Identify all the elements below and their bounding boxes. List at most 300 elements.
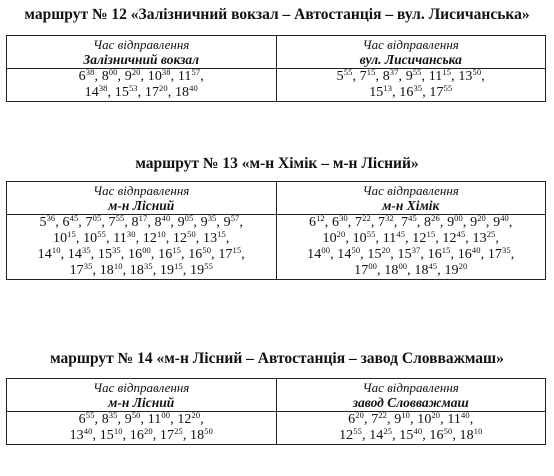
departure-time bbox=[62, 215, 78, 230]
departure-time bbox=[53, 231, 76, 246]
departure-minutes: 00 bbox=[454, 213, 463, 223]
header-row bbox=[7, 379, 546, 412]
departure-hour: 9 bbox=[470, 215, 478, 230]
departure-hour: 18 bbox=[414, 263, 429, 278]
departure-hour: 7 bbox=[378, 215, 386, 230]
departure-minutes: 26 bbox=[431, 213, 440, 223]
departure-hour: 17 bbox=[487, 247, 503, 262]
departure-minutes: 32 bbox=[385, 213, 394, 223]
departure-time bbox=[429, 85, 452, 100]
departure-minutes: 38 bbox=[161, 67, 171, 77]
departure-hour: 14 bbox=[307, 247, 322, 262]
departure-time bbox=[158, 247, 181, 262]
departure-hour: 16 bbox=[188, 247, 203, 262]
departure-header-cell bbox=[7, 182, 277, 215]
departure-time bbox=[190, 428, 213, 443]
departure-hour: 6 bbox=[62, 215, 70, 230]
departure-times-line: $5^{36}$, $6^{45}$, $7^{05}$, $7^{55}$, $8^{17}$, $8^{40}$, $9^{05}$, $9^{35}$, $9^{57}$, bbox=[39, 213, 244, 230]
departure-minutes: 50 bbox=[131, 410, 141, 420]
departure-time bbox=[394, 412, 410, 427]
departure-minutes: 15 bbox=[366, 67, 376, 77]
departure-hour: 7 bbox=[108, 215, 116, 230]
departure-time bbox=[424, 215, 440, 230]
departure-time bbox=[417, 412, 440, 427]
departure-minutes: 20 bbox=[431, 410, 441, 420]
departure-hour: 11 bbox=[177, 69, 192, 84]
departure-hour: 9 bbox=[405, 69, 413, 84]
departure-hour: 6 bbox=[331, 215, 340, 230]
departure-times-line: $6^{55}$, $8^{35}$, $9^{50}$, $11^{00}$, $12^{20}$, bbox=[78, 410, 204, 427]
departure-minutes: 00 bbox=[108, 67, 118, 77]
departure-time bbox=[178, 215, 194, 230]
departure-time bbox=[429, 428, 452, 443]
departure-minutes: 35 bbox=[502, 245, 511, 255]
departure-time bbox=[337, 69, 353, 84]
departure-times-line: $13^{40}$, $15^{10}$, $16^{20}$, $17^{25}$, $18^{50}$ bbox=[69, 426, 213, 443]
departure-hour: 8 bbox=[424, 215, 432, 230]
departure-time bbox=[339, 428, 362, 443]
departure-hour: 11 bbox=[382, 231, 397, 246]
times-row bbox=[7, 412, 546, 445]
departure-hour: 18 bbox=[99, 263, 114, 278]
departure-minutes: 15 bbox=[174, 261, 183, 271]
departure-hour: 15 bbox=[397, 247, 412, 262]
departure-header-cell bbox=[276, 379, 546, 412]
departure-hour: 7 bbox=[401, 215, 409, 230]
departure-hour: 19 bbox=[159, 263, 175, 278]
departure-time bbox=[173, 231, 196, 246]
departure-time bbox=[79, 412, 95, 427]
departure-minutes: 40 bbox=[189, 83, 198, 93]
departure-times-cell bbox=[276, 412, 546, 445]
departure-minutes: 57 bbox=[191, 67, 201, 77]
departure-time bbox=[130, 263, 153, 278]
departure-hour: 9 bbox=[124, 69, 132, 84]
departure-minutes: 00 bbox=[368, 261, 378, 271]
departure-time bbox=[369, 85, 392, 100]
departure-time bbox=[115, 85, 138, 100]
stop-name: вул. Лисичанська bbox=[359, 52, 462, 67]
departure-hour: 17 bbox=[429, 85, 444, 100]
departure-minutes: 55 bbox=[353, 426, 362, 436]
departure-hour: 6 bbox=[308, 215, 317, 230]
departure-time bbox=[203, 231, 226, 246]
departure-time bbox=[102, 412, 118, 427]
departure-time bbox=[412, 231, 435, 246]
departure-minutes: 10 bbox=[473, 426, 483, 436]
departure-minutes: 15 bbox=[172, 245, 181, 255]
departure-time bbox=[378, 215, 394, 230]
departure-minutes: 10 bbox=[51, 245, 61, 255]
departure-times-line: $14^{10}$, $14^{35}$, $15^{35}$, $16^{00}$, $16^{15}$, $16^{50}$, $17^{15}$, bbox=[37, 245, 245, 262]
departure-minutes: 50 bbox=[202, 245, 212, 255]
departure-hour: 19 bbox=[444, 263, 459, 278]
departure-minutes: 22 bbox=[362, 213, 371, 223]
departure-hour: 15 bbox=[114, 85, 129, 100]
departure-times-line: $6^{20}$, $7^{22}$, $9^{10}$, $10^{20}$, $11^{40}$, bbox=[348, 410, 474, 427]
departure-minutes: 15 bbox=[441, 245, 451, 255]
departure-hour: 10 bbox=[147, 69, 162, 84]
departure-times-line: $5^{55}$, $7^{15}$, $8^{37}$, $9^{55}$, $11^{15}$, $13^{50}$, bbox=[336, 67, 485, 84]
departure-time bbox=[348, 412, 364, 427]
departure-time bbox=[102, 69, 118, 84]
departure-hour: 14 bbox=[37, 247, 52, 262]
departure-hour: 17 bbox=[159, 428, 175, 443]
departure-time bbox=[322, 231, 345, 246]
departure-hour: 18 bbox=[384, 263, 399, 278]
departure-hour: 6 bbox=[78, 69, 86, 84]
departure-hour: 17 bbox=[144, 85, 160, 100]
departure-minutes: 20 bbox=[336, 229, 346, 239]
departure-hour: 8 bbox=[154, 215, 162, 230]
header-row bbox=[7, 36, 546, 69]
departure-hour: 15 bbox=[99, 428, 114, 443]
departure-times-cell bbox=[7, 69, 277, 102]
departure-minutes: 15 bbox=[426, 229, 436, 239]
departure-minutes: 25 bbox=[174, 426, 183, 436]
departure-time bbox=[218, 247, 241, 262]
departure-hour: 13 bbox=[472, 231, 487, 246]
departure-hour: 12 bbox=[442, 231, 457, 246]
departure-time bbox=[38, 247, 61, 262]
departure-time bbox=[148, 69, 171, 84]
departure-minutes: 00 bbox=[142, 245, 151, 255]
departure-time bbox=[470, 215, 486, 230]
departure-hour: 16 bbox=[427, 247, 442, 262]
departure-hour: 15 bbox=[399, 428, 414, 443]
departure-minutes: 35 bbox=[81, 245, 91, 255]
departure-time bbox=[175, 85, 198, 100]
departure-hour: 15 bbox=[97, 247, 113, 262]
departure-hour: 12 bbox=[339, 428, 354, 443]
departure-hour: 7 bbox=[359, 69, 367, 84]
departure-minutes: 35 bbox=[207, 213, 217, 223]
departure-time bbox=[85, 85, 108, 100]
departure-minutes: 37 bbox=[411, 245, 421, 255]
times-row bbox=[7, 215, 546, 280]
departure-minutes: 55 bbox=[343, 67, 353, 77]
departure-minutes: 15 bbox=[442, 67, 452, 77]
departure-minutes: 55 bbox=[97, 229, 106, 239]
departure-minutes: 57 bbox=[230, 213, 240, 223]
departure-minutes: 20 bbox=[458, 261, 468, 271]
departure-hour: 11 bbox=[428, 69, 443, 84]
departure-minutes: 45 bbox=[396, 229, 406, 239]
route-12-title: маршрут № 12 «Залізничний вокзал – Автостанція – вул. Лисичанська» bbox=[24, 6, 530, 23]
departure-minutes: 40 bbox=[500, 213, 509, 223]
departure-times-line: $17^{35}$, $18^{10}$, $18^{35}$, $19^{15}$, $19^{55}$ bbox=[69, 261, 213, 278]
departure-header-cell bbox=[7, 36, 277, 69]
departure-times-line: $10^{20}$, $10^{55}$, $11^{45}$, $12^{15}$, $12^{45}$, $13^{25}$, bbox=[322, 229, 500, 246]
departure-minutes: 35 bbox=[108, 410, 118, 420]
departure-time bbox=[98, 247, 121, 262]
departure-hour: 11 bbox=[113, 231, 127, 246]
departure-time bbox=[473, 231, 496, 246]
departure-minutes: 05 bbox=[92, 213, 102, 223]
departure-minutes: 20 bbox=[477, 213, 486, 223]
departure-time bbox=[353, 231, 376, 246]
departure-times-line: $6^{38}$, $8^{00}$, $9^{20}$, $10^{38}$, $11^{57}$, bbox=[78, 67, 204, 84]
route-13-schedule-table bbox=[6, 181, 546, 280]
departure-minutes: 50 bbox=[443, 426, 453, 436]
departure-minutes: 40 bbox=[161, 213, 171, 223]
departure-minutes: 25 bbox=[383, 426, 393, 436]
departure-minutes: 12 bbox=[316, 213, 325, 223]
departure-hour: 9 bbox=[223, 215, 231, 230]
departure-minutes: 53 bbox=[128, 83, 138, 93]
departure-hour: 5 bbox=[39, 215, 47, 230]
departure-hour: 10 bbox=[417, 412, 432, 427]
departure-time bbox=[70, 263, 93, 278]
departure-times-line: $14^{00}$, $14^{50}$, $15^{20}$, $15^{37}$, $16^{15}$, $16^{40}$, $17^{35}$, bbox=[307, 245, 515, 262]
departure-time bbox=[337, 247, 360, 262]
departure-hour: 9 bbox=[200, 215, 208, 230]
departure-time bbox=[397, 247, 420, 262]
departure-time bbox=[383, 69, 399, 84]
departure-time bbox=[383, 231, 405, 246]
departure-time bbox=[188, 247, 211, 262]
departure-hour: 6 bbox=[78, 412, 86, 427]
departure-hour: 17 bbox=[218, 247, 233, 262]
departure-time bbox=[190, 263, 213, 278]
departure-minutes: 10 bbox=[113, 426, 123, 436]
departure-minutes: 40 bbox=[471, 245, 481, 255]
departure-time bbox=[332, 215, 348, 230]
departure-time bbox=[128, 247, 151, 262]
departure-minutes: 45 bbox=[408, 213, 417, 223]
departure-time bbox=[406, 69, 422, 84]
departure-minutes: 10 bbox=[401, 410, 411, 420]
departure-minutes: 55 bbox=[443, 83, 453, 93]
departure-time bbox=[100, 428, 123, 443]
departure-header-cell bbox=[7, 379, 277, 412]
route-12-schedule-table bbox=[6, 35, 546, 102]
departure-hour: 5 bbox=[336, 69, 344, 84]
departure-minutes: 37 bbox=[389, 67, 399, 77]
departure-times-cell bbox=[7, 412, 277, 445]
departure-hour: 9 bbox=[493, 215, 501, 230]
departure-minutes: 15 bbox=[217, 229, 226, 239]
departure-times-line: $14^{38}$, $15^{53}$, $17^{20}$, $18^{40}$ bbox=[84, 83, 198, 100]
departure-minutes: 55 bbox=[366, 229, 376, 239]
departure-hour: 16 bbox=[158, 247, 173, 262]
departure-minutes: 35 bbox=[144, 261, 153, 271]
departure-minutes: 25 bbox=[486, 229, 496, 239]
departure-hour: 14 bbox=[84, 85, 99, 100]
departure-time bbox=[360, 69, 376, 84]
departure-time bbox=[371, 412, 387, 427]
departure-minutes: 05 bbox=[184, 213, 194, 223]
departure-minutes: 35 bbox=[83, 261, 93, 271]
departure-time-label: Час відправлення bbox=[362, 183, 459, 198]
departure-hour: 16 bbox=[127, 247, 143, 262]
departure-time bbox=[401, 215, 417, 230]
departure-hour: 7 bbox=[85, 215, 93, 230]
departure-hour: 6 bbox=[348, 412, 356, 427]
header-row bbox=[7, 182, 546, 215]
times-row bbox=[7, 69, 546, 102]
departure-time bbox=[307, 247, 330, 262]
departure-hour: 18 bbox=[459, 428, 474, 443]
departure-hour: 18 bbox=[190, 428, 205, 443]
departure-time bbox=[488, 247, 511, 262]
departure-time bbox=[145, 85, 168, 100]
departure-time bbox=[367, 247, 390, 262]
departure-minutes: 20 bbox=[131, 67, 141, 77]
departure-minutes: 36 bbox=[46, 213, 56, 223]
departure-minutes: 50 bbox=[472, 67, 482, 77]
departure-time bbox=[369, 428, 392, 443]
departure-header-cell bbox=[276, 182, 546, 215]
departure-minutes: 55 bbox=[412, 67, 422, 77]
departure-hour: 9 bbox=[177, 215, 185, 230]
departure-time bbox=[178, 69, 200, 84]
departure-times-line: $10^{15}$, $10^{55}$, $11^{30}$, $12^{10}$, $12^{50}$, $13^{15}$, bbox=[52, 229, 230, 246]
stop-name: м-н Лісний bbox=[108, 395, 175, 410]
departure-time bbox=[113, 231, 135, 246]
departure-times-cell bbox=[7, 215, 277, 280]
departure-hour: 10 bbox=[322, 231, 337, 246]
departure-hour: 12 bbox=[412, 231, 427, 246]
departure-times-line: $15^{13}$, $16^{35}$, $17^{55}$ bbox=[369, 83, 453, 100]
stop-name: Залізничний вокзал bbox=[83, 52, 200, 67]
departure-hour: 10 bbox=[352, 231, 367, 246]
departure-hour: 11 bbox=[447, 412, 462, 427]
departure-hour: 17 bbox=[69, 263, 84, 278]
departure-minutes: 20 bbox=[355, 410, 364, 420]
departure-time bbox=[143, 231, 166, 246]
departure-hour: 16 bbox=[457, 247, 472, 262]
departure-time bbox=[109, 215, 125, 230]
departure-hour: 9 bbox=[124, 412, 132, 427]
departure-minutes: 30 bbox=[126, 229, 136, 239]
departure-hour: 14 bbox=[369, 428, 384, 443]
departure-hour: 15 bbox=[369, 85, 384, 100]
departure-hour: 12 bbox=[172, 231, 188, 246]
departure-hour: 13 bbox=[203, 231, 218, 246]
departure-time-label: Час відправлення bbox=[93, 183, 190, 198]
departure-minutes: 13 bbox=[383, 83, 393, 93]
departure-time bbox=[70, 428, 93, 443]
departure-hour: 19 bbox=[190, 263, 205, 278]
departure-hour: 12 bbox=[142, 231, 157, 246]
departure-time-label: Час відправлення bbox=[93, 37, 190, 52]
departure-time-label: Час відправлення bbox=[93, 380, 190, 395]
departure-hour: 14 bbox=[67, 247, 82, 262]
departure-minutes: 00 bbox=[398, 261, 408, 271]
departure-hour: 8 bbox=[101, 69, 109, 84]
departure-time bbox=[160, 263, 183, 278]
departure-hour: 8 bbox=[131, 215, 139, 230]
route-14-schedule-table bbox=[6, 378, 546, 445]
departure-hour: 13 bbox=[69, 428, 84, 443]
departure-minutes: 20 bbox=[159, 83, 168, 93]
departure-hour: 15 bbox=[367, 247, 382, 262]
departure-header-cell bbox=[276, 36, 546, 69]
departure-minutes: 15 bbox=[67, 229, 76, 239]
departure-minutes: 22 bbox=[378, 410, 387, 420]
departure-minutes: 20 bbox=[144, 426, 153, 436]
departure-time bbox=[429, 69, 451, 84]
route-14-title: маршрут № 14 «м-н Лісний – Автостанція – завод Словважмаш» bbox=[50, 350, 504, 367]
departure-minutes: 55 bbox=[85, 410, 95, 420]
departure-hour: 9 bbox=[447, 215, 455, 230]
departure-hour: 18 bbox=[174, 85, 190, 100]
departure-time bbox=[177, 412, 200, 427]
departure-times-cell bbox=[276, 215, 546, 280]
departure-minutes: 35 bbox=[413, 83, 423, 93]
departure-time bbox=[493, 215, 509, 230]
departure-time bbox=[460, 428, 483, 443]
departure-minutes: 45 bbox=[69, 213, 79, 223]
departure-minutes: 55 bbox=[204, 261, 213, 271]
departure-time-label: Час відправлення bbox=[362, 37, 459, 52]
departure-minutes: 20 bbox=[381, 245, 391, 255]
departure-minutes: 45 bbox=[428, 261, 438, 271]
departure-hour: 14 bbox=[337, 247, 352, 262]
departure-minutes: 10 bbox=[156, 229, 166, 239]
departure-time bbox=[68, 247, 91, 262]
departure-hour: 16 bbox=[399, 85, 414, 100]
departure-minutes: 50 bbox=[351, 245, 361, 255]
departure-time bbox=[125, 412, 141, 427]
departure-hour: 7 bbox=[355, 215, 363, 230]
stop-name: завод Словважмаш bbox=[352, 395, 469, 410]
departure-minutes: 00 bbox=[321, 245, 331, 255]
departure-hour: 18 bbox=[129, 263, 144, 278]
departure-time bbox=[414, 263, 437, 278]
departure-minutes: 38 bbox=[85, 67, 95, 77]
departure-time bbox=[155, 215, 171, 230]
departure-minutes: 40 bbox=[83, 426, 93, 436]
departure-minutes: 40 bbox=[413, 426, 423, 436]
departure-time bbox=[444, 263, 467, 278]
departure-minutes: 00 bbox=[161, 410, 171, 420]
departure-hour: 13 bbox=[458, 69, 473, 84]
departure-time bbox=[354, 263, 377, 278]
departure-time bbox=[100, 263, 123, 278]
stop-name: м-н Хімік bbox=[382, 198, 440, 213]
departure-hour: 16 bbox=[429, 428, 444, 443]
departure-times-line: $17^{00}$, $18^{00}$, $18^{45}$, $19^{20}$ bbox=[354, 261, 468, 278]
route-13-title: маршрут № 13 «м-н Хімік – м-н Лісний» bbox=[135, 155, 419, 172]
departure-time bbox=[399, 85, 422, 100]
departure-times-line: $6^{12}$, $6^{30}$, $7^{22}$, $7^{32}$, $7^{45}$, $8^{26}$, $9^{00}$, $9^{20}$, $9^{40}$, bbox=[308, 213, 513, 230]
stop-name: м-н Лісний bbox=[108, 198, 175, 213]
departure-minutes: 17 bbox=[138, 213, 148, 223]
departure-time bbox=[355, 215, 371, 230]
departure-times-cell bbox=[276, 69, 546, 102]
departure-time bbox=[148, 412, 170, 427]
departure-time bbox=[447, 215, 463, 230]
departure-time bbox=[428, 247, 451, 262]
departure-time bbox=[125, 69, 141, 84]
departure-time bbox=[384, 263, 407, 278]
departure-time bbox=[309, 215, 325, 230]
departure-time bbox=[442, 231, 465, 246]
departure-time bbox=[79, 69, 95, 84]
departure-minutes: 35 bbox=[112, 245, 121, 255]
departure-time bbox=[224, 215, 240, 230]
departure-time bbox=[160, 428, 183, 443]
departure-hour: 17 bbox=[354, 263, 369, 278]
departure-hour: 12 bbox=[177, 412, 192, 427]
departure-hour: 9 bbox=[394, 412, 402, 427]
departure-minutes: 10 bbox=[113, 261, 123, 271]
departure-minutes: 20 bbox=[191, 410, 201, 420]
departure-time bbox=[132, 215, 148, 230]
departure-times-line: $12^{55}$, $14^{25}$, $15^{40}$, $16^{50}$, $18^{10}$ bbox=[339, 426, 483, 443]
